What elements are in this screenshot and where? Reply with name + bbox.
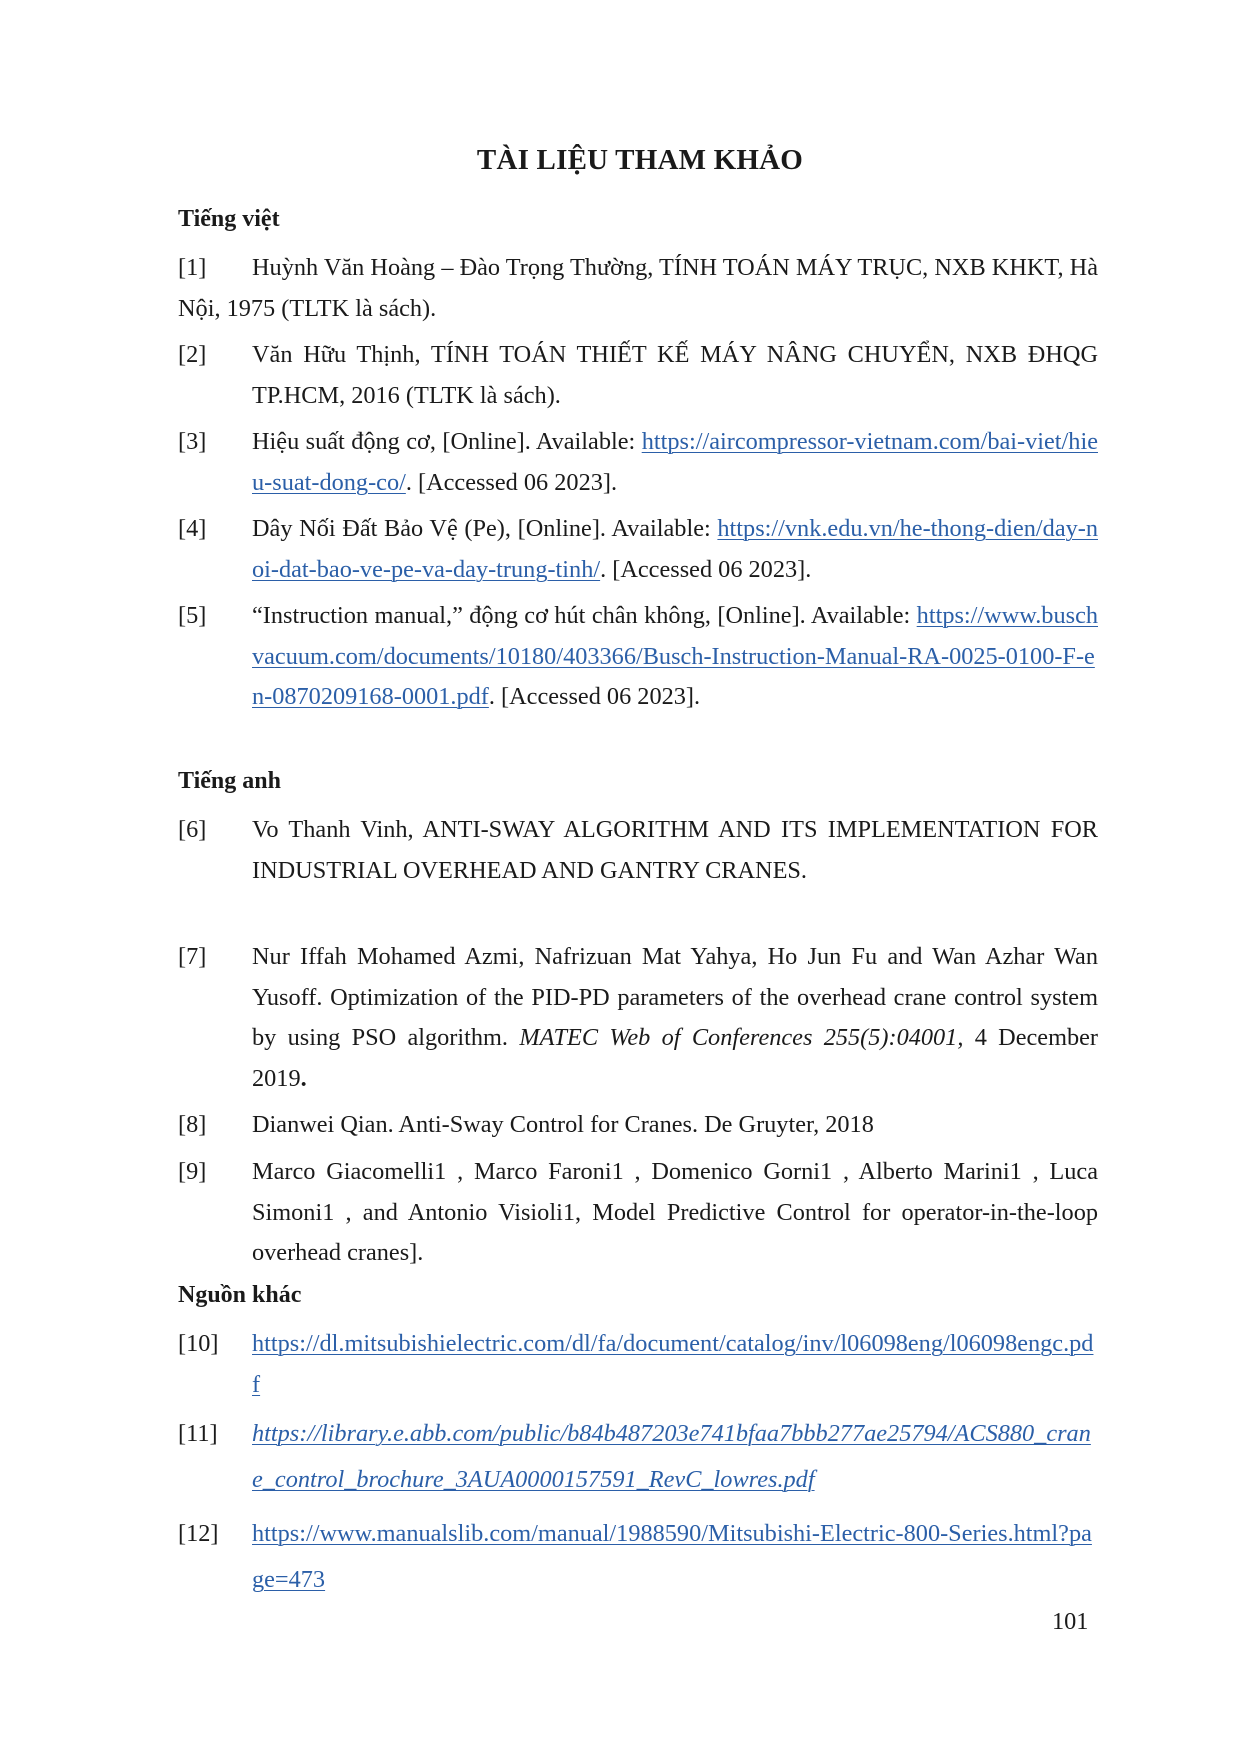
reference-item	[178, 1511, 1098, 1603]
reference-link[interactable]: https://aircompressor-vietnam.com/bai-viet/hieu-suat-dong-co/	[252, 428, 1098, 496]
page-number: 101	[1052, 1608, 1089, 1635]
reference-number: [7]	[178, 943, 207, 970]
reference-item	[178, 1324, 1098, 1405]
reference-text: Nur Iffah Mohamed Azmi, Nafrizuan Mat Yahya, Ho Jun Fu and Wan Azhar Wan Yusoff. Optimization of the PID-PD parameters of the overhead crane control system by using PSO algorithm. MATEC Web of Conferences 255(5):04001, 4 December 2019.	[252, 943, 1099, 1092]
reference-number: [3]	[178, 428, 207, 455]
reference-item	[178, 596, 1098, 718]
reference-text: Dianwei Qian. Anti-Sway Control for Cranes. De Gruyter, 2018	[252, 1111, 874, 1138]
reference-link[interactable]: https://library.e.abb.com/public/b84b487203e741bfaa7bbb277ae25794/ACS880_crane_control_brochure_3AUA0000157591_RevC_lowres.pdf	[252, 1420, 1091, 1493]
reference-item	[178, 509, 1098, 590]
reference-text: Huỳnh Văn Hoàng – Đào Trọng Thường, TÍNH TOÁN MÁY TRỤC, NXB KHKT, Hà Nội, 1975 (TLTK là sách).	[178, 254, 1098, 322]
reference-text: Vo Thanh Vinh, ANTI-SWAY ALGORITHM AND ITS IMPLEMENTATION FOR INDUSTRIAL OVERHEAD AND GANTRY CRANES.	[252, 816, 1098, 884]
reference-number: [11]	[178, 1420, 218, 1447]
reference-text: Marco Giacomelli1 , Marco Faroni1 , Domenico Gorni1 , Alberto Marini1 , Luca Simoni1 , and Antonio Visioli1, Model Predictive Control for operator-in-the-loop overhead cranes].	[252, 1158, 1098, 1266]
reference-number: [12]	[178, 1520, 219, 1547]
reference-number: [10]	[178, 1330, 219, 1357]
section-heading-other: Nguồn khác	[178, 1282, 302, 1308]
reference-number: [4]	[178, 515, 207, 542]
reference-text: Dây Nối Đất Bảo Vệ (Pe), [Online]. Available: https://vnk.edu.vn/he-thong-dien/day-noi-dat-bao-ve-pe-va-day-trung-tinh/. [Accessed 06 2023].	[252, 515, 1098, 583]
reference-item	[178, 810, 1098, 891]
reference-text: “Instruction manual,” động cơ hút chân không, [Online]. Available: https://www.buschvacuum.com/documents/10180/403366/Busch-Instruction-Manual-RA-0025-0100-F-en-0870209168-0001.pdf. [Accessed 06 2023].	[252, 602, 1098, 710]
reference-link[interactable]: https://www.buschvacuum.com/documents/10180/403366/Busch-Instruction-Manual-RA-0025-0100-F-en-0870209168-0001.pdf	[252, 602, 1098, 710]
reference-text	[252, 1511, 1098, 1603]
reference-text: Hiệu suất động cơ, [Online]. Available: https://aircompressor-vietnam.com/bai-viet/hieu-suat-dong-co/. [Accessed 06 2023].	[252, 428, 1098, 496]
reference-number: [1]	[178, 254, 207, 281]
reference-item	[178, 937, 1098, 1099]
reference-text	[252, 1411, 1098, 1503]
reference-number: [8]	[178, 1111, 207, 1138]
reference-number: [5]	[178, 602, 207, 629]
section-heading-english: Tiếng anh	[178, 768, 281, 794]
page-title: TÀI LIỆU THAM KHẢO	[476, 144, 804, 176]
reference-item	[178, 1152, 1098, 1274]
reference-text	[252, 1324, 1098, 1405]
reference-link[interactable]: https://vnk.edu.vn/he-thong-dien/day-noi-dat-bao-ve-pe-va-day-trung-tinh/	[252, 515, 1098, 583]
section-heading-vietnamese: Tiếng việt	[178, 206, 280, 232]
reference-link[interactable]: https://dl.mitsubishielectric.com/dl/fa/document/catalog/inv/l06098eng/l06098engc.pdf	[252, 1330, 1094, 1398]
reference-text: Văn Hữu Thịnh, TÍNH TOÁN THIẾT KẾ MÁY NÂNG CHUYỂN, NXB ĐHQG TP.HCM, 2016 (TLTK là sách).	[252, 341, 1098, 409]
reference-item	[178, 1105, 1098, 1146]
reference-number: [2]	[178, 341, 207, 368]
reference-item	[178, 335, 1098, 416]
reference-item	[178, 1411, 1098, 1503]
reference-number: [9]	[178, 1158, 207, 1185]
reference-item	[178, 248, 1098, 329]
reference-number: [6]	[178, 816, 207, 843]
reference-item	[178, 422, 1098, 503]
reference-link[interactable]: https://www.manualslib.com/manual/1988590/Mitsubishi-Electric-800-Series.html?page=473	[252, 1520, 1092, 1593]
